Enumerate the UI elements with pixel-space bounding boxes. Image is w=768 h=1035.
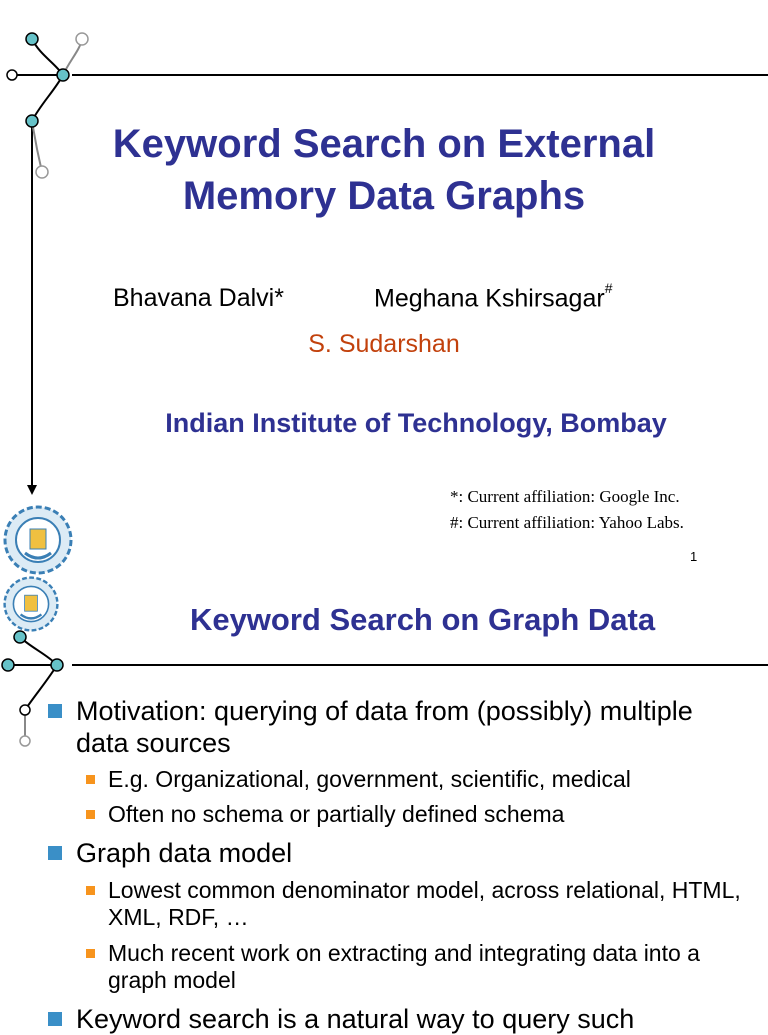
institute: Indian Institute of Technology, Bombay xyxy=(165,408,667,438)
author-1: Bhavana Dalvi* xyxy=(113,284,284,312)
author-2-name: Meghana Kshirsagar xyxy=(374,284,605,313)
slide2-rule xyxy=(72,664,768,666)
list-item: Lowest common denominator model, across relational, HTML, XML, RDF, … xyxy=(86,877,746,931)
list-item: Much recent work on extracting and integrating data into a graph model xyxy=(86,940,746,994)
slide2-title: Keyword Search on Graph Data xyxy=(189,602,656,637)
list-item: Motivation: querying of data from (possibly) multiple data sources xyxy=(48,695,748,759)
bullet-square-icon xyxy=(86,949,95,958)
bullet-square-icon xyxy=(48,704,62,718)
bullet-square-icon xyxy=(86,810,95,819)
title-line-2: Memory Data Graphs xyxy=(182,174,586,218)
iit-bombay-logo-icon xyxy=(3,505,73,575)
bullet-square-icon xyxy=(86,775,95,784)
title-line-1: Keyword Search on External xyxy=(112,122,656,166)
list-item: E.g. Organizational, government, scientific, medical xyxy=(86,766,746,793)
title-rule xyxy=(72,74,768,76)
list-item: Graph data model xyxy=(48,837,748,869)
presenter: S. Sudarshan xyxy=(308,330,460,358)
slide-title xyxy=(0,118,768,222)
bullet-square-icon xyxy=(48,846,62,860)
footnote-1: *: Current affiliation: Google Inc. xyxy=(450,487,680,506)
slide-number: 1 xyxy=(690,549,698,564)
footnote-2: #: Current affiliation: Yahoo Labs. xyxy=(450,513,684,532)
list-item: Keyword search is a natural way to query such xyxy=(48,1003,748,1035)
bullet-square-icon xyxy=(86,886,95,895)
author-2-mark: # xyxy=(604,280,613,296)
author-2 xyxy=(374,280,613,313)
list-item: Often no schema or partially defined schema xyxy=(86,801,746,828)
